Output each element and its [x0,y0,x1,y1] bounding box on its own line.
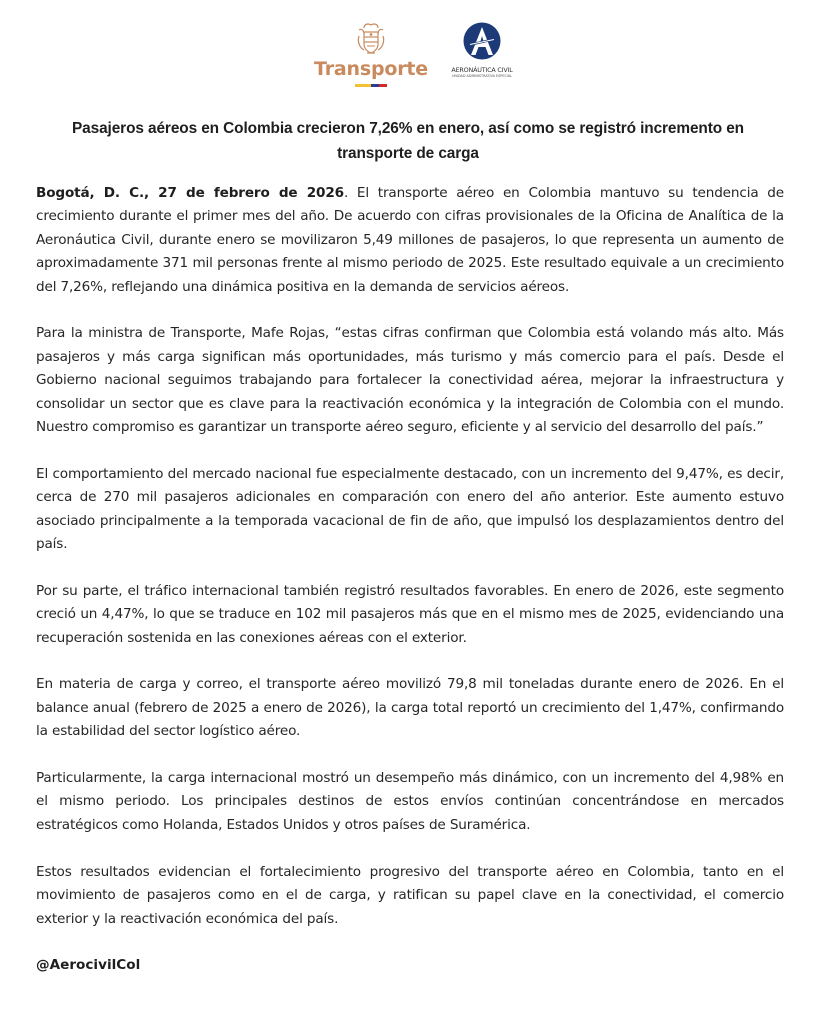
paragraph-international-cargo: Particularmente, la carga internacional mostró un desempeño más dinámico, con un incremento del 4,98% en el mismo periodo. Los principales destinos de estos envíos continúan concentrándose en mercados estratégicos como Holanda, Estados Unidos y otros países de Suramérica. [36,770,784,833]
flag-red-stripe [379,84,387,87]
aerocivil-logo [442,22,522,92]
paragraph-minister-quote: Para la ministra de Transporte, Mafe Rojas, “estas cifras confirman que Colombia está volando más alto. Más pasajeros y más carga significan más oportunidades, más turismo y más comercio para el país. Desde el Gobierno nacional seguimos trabajando para fortalecer la conectividad aérea, mejorar la infraestructura y consolidar un sector que es clave para la reactivación económica y la integración de Colombia con el mundo. Nuestro compromiso es garantizar un transporte aéreo seguro, eficiente y al servicio del desarrollo del país.” [36,325,784,436]
headline: Pasajeros aéreos en Colombia crecieron 7,26% en enero, así como se registró incremento en transporte de carga [72,120,744,162]
colombia-coat-of-arms-icon [355,22,387,56]
paragraph-international-traffic: Por su parte, el tráfico internacional también registró resultados favorables. En enero de 2026, este segmento creció un 4,47%, lo que se traduce en 102 mil pasajeros más que en el mismo mes de 2025, evidenciando una recuperación sostenida en las conexiones aéreas con el exterior. [36,582,784,646]
colombia-flag-bar [355,84,387,87]
ministry-logo [312,20,430,92]
flag-yellow-stripe [355,84,371,87]
ministry-name: Transporte [314,58,428,80]
agency-subtitle: UNIDAD ADMINISTRATIVA ESPECIAL [451,74,513,78]
paragraph-intro-text: . El transporte aéreo en Colombia mantuvo su tendencia de crecimiento durante el primer mes del año. De acuerdo con cifras provisionales de la Oficina de Analítica de la Aeronáutica Civil, durante enero se movilizaron 5,49 millones de pasajeros, lo que representa un aumento de aproximadamente 371 mil personas frente al mismo periodo de 2025. Este resultado equivale a un crecimiento del 7,26%, reflejando una dinámica positiva en la demanda de servicios aéreos. [36,185,784,295]
header [0,20,816,100]
paragraph-cargo: En materia de carga y correo, el transporte aéreo movilizó 79,8 mil toneladas durante enero de 2026. En el balance anual (febrero de 2025 a enero de 2026), la carga total reportó un crecimiento del 1,47%, confirmando la estabilidad del sector logístico aéreo. [36,676,784,740]
flag-blue-stripe [371,84,379,87]
paragraph-conclusion: Estos resultados evidencian el fortalecimiento progresivo del transporte aéreo en Colombia, tanto en el movimiento de pasajeros como en el de carga, y ratifican su papel clave en la conectividad, el comercio exterior y la reactivación económica del país. [36,863,784,927]
aerocivil-a-icon [463,22,501,60]
paragraph-intro [36,182,784,299]
article-body [36,182,784,978]
agency-name: AERONÁUTICA CIVIL [451,66,513,74]
dateline: Bogotá, D. C., 27 de febrero de 2026 [36,185,344,201]
paragraph-domestic-market: El comportamiento del mercado nacional fue especialmente destacado, con un incremento del 9,47%, es decir, cerca de 270 mil pasajeros adicionales en comparación con enero del año anterior. Este aumento estuvo asociado principalmente a la temporada vacacional de fin de año, que impulsó los desplazamientos dentro del país. [36,465,784,553]
social-handle: @AerocivilCol [36,957,141,974]
